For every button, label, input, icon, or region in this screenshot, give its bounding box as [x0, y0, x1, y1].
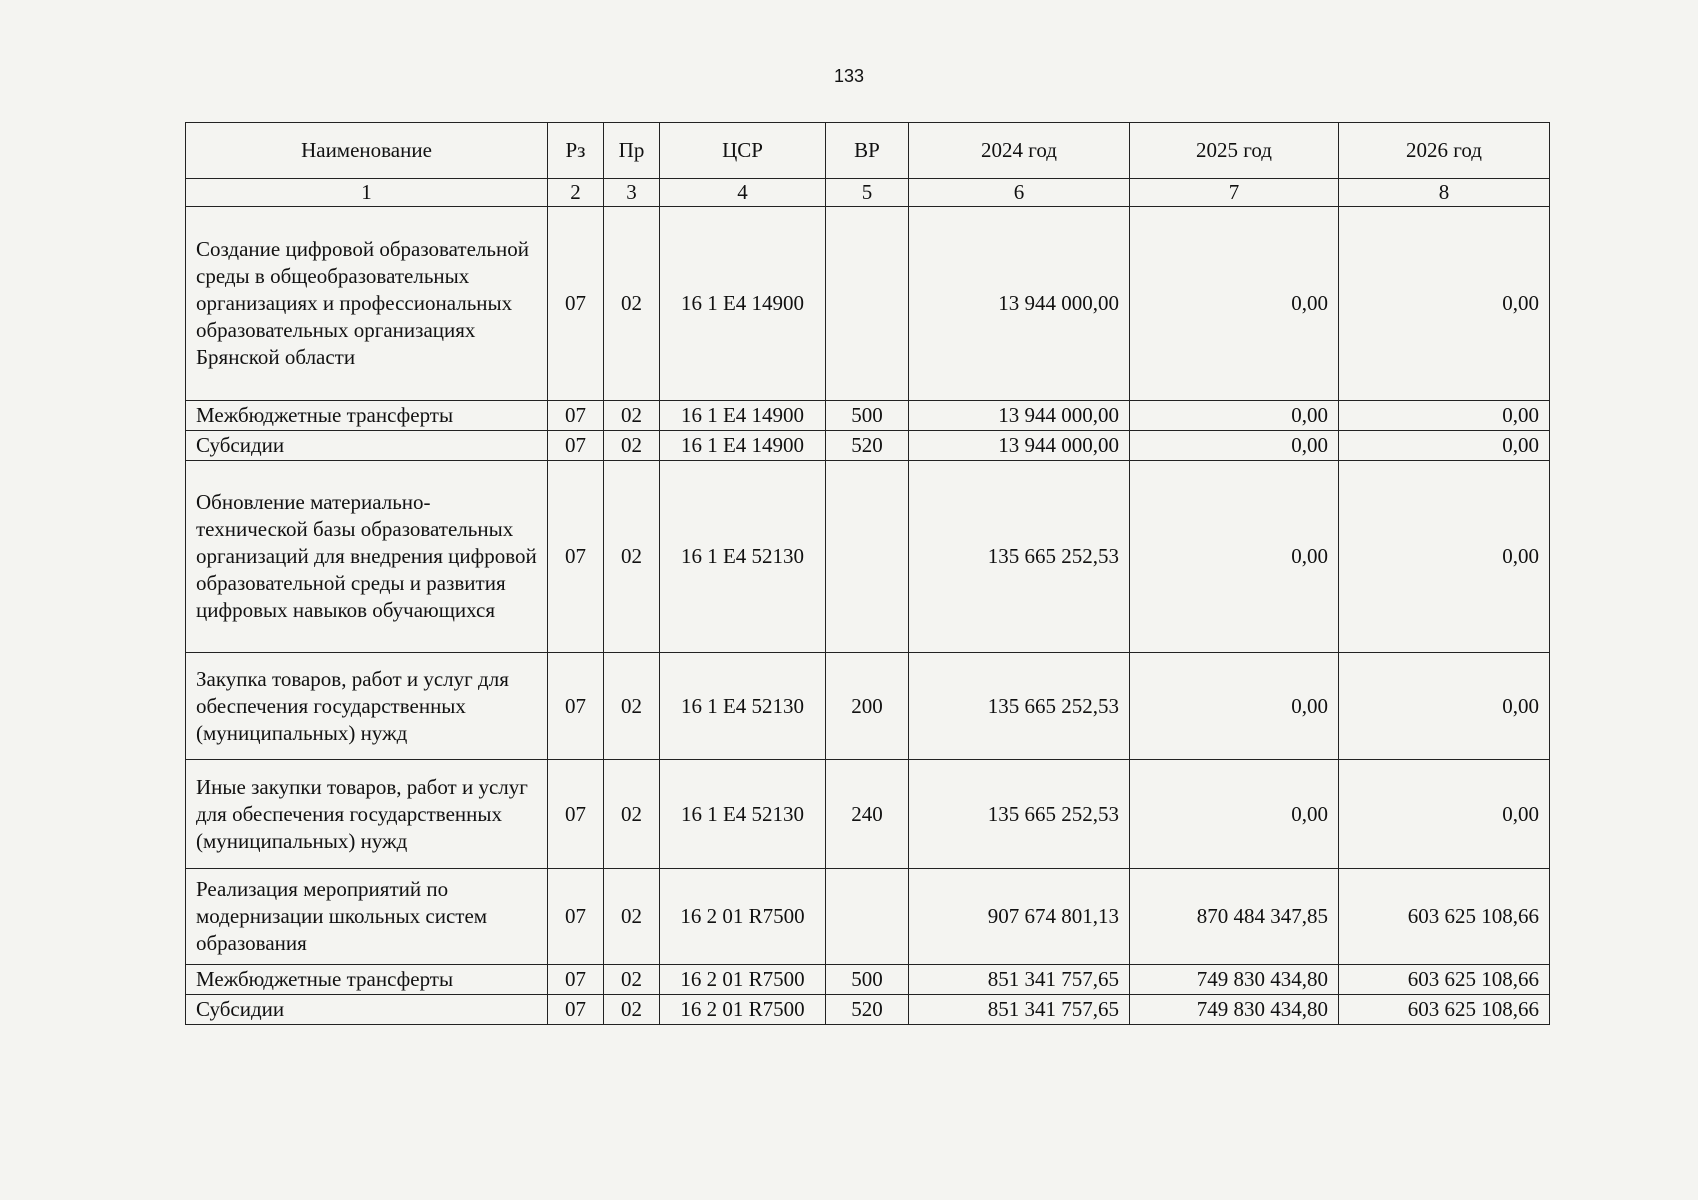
row-2025: 870 484 347,85: [1130, 869, 1339, 965]
row-vr: 520: [826, 995, 909, 1025]
row-2025: 749 830 434,80: [1130, 995, 1339, 1025]
table-row: [186, 965, 1550, 995]
row-pr: 02: [604, 965, 660, 995]
row-name: Субсидии: [186, 995, 548, 1025]
page-number: 133: [833, 66, 865, 86]
row-csr: 16 1 E4 52130: [660, 461, 826, 653]
table-row: [186, 869, 1550, 965]
row-2024: 907 674 801,13: [909, 869, 1130, 965]
row-csr: 16 1 E4 14900: [660, 431, 826, 461]
row-pr: 02: [604, 207, 660, 401]
header-2025: 2025 год: [1130, 123, 1339, 179]
row-rz: 07: [548, 401, 604, 431]
row-csr: 16 1 E4 52130: [660, 653, 826, 760]
header-2024: 2024 год: [909, 123, 1130, 179]
row-vr: 240: [826, 760, 909, 869]
row-2024: 135 665 252,53: [909, 653, 1130, 760]
row-vr: [826, 869, 909, 965]
row-2024: 851 341 757,65: [909, 995, 1130, 1025]
row-csr: 16 2 01 R7500: [660, 995, 826, 1025]
column-number: 1: [186, 179, 548, 207]
column-number: 4: [660, 179, 826, 207]
row-2025: 0,00: [1130, 207, 1339, 401]
row-rz: 07: [548, 965, 604, 995]
table-body: [186, 207, 1550, 1025]
row-vr: 200: [826, 653, 909, 760]
table-row: [186, 431, 1550, 461]
row-2024: 13 944 000,00: [909, 431, 1130, 461]
row-2024: 13 944 000,00: [909, 401, 1130, 431]
row-2024: 851 341 757,65: [909, 965, 1130, 995]
row-2024: 13 944 000,00: [909, 207, 1130, 401]
row-name: Иные закупки товаров, работ и услуг для обеспечения государственных (муниципальных) нужд: [186, 760, 548, 869]
row-2025: 749 830 434,80: [1130, 965, 1339, 995]
row-csr: 16 2 01 R7500: [660, 869, 826, 965]
row-2026: 0,00: [1339, 431, 1550, 461]
row-2025: 0,00: [1130, 653, 1339, 760]
row-vr: [826, 461, 909, 653]
row-vr: [826, 207, 909, 401]
row-csr: 16 1 E4 14900: [660, 401, 826, 431]
row-rz: 07: [548, 653, 604, 760]
row-2026: 0,00: [1339, 207, 1550, 401]
table-row: [186, 207, 1550, 401]
header-vr: ВР: [826, 123, 909, 179]
row-2026: 0,00: [1339, 401, 1550, 431]
row-2024: 135 665 252,53: [909, 760, 1130, 869]
row-pr: 02: [604, 653, 660, 760]
row-pr: 02: [604, 869, 660, 965]
row-pr: 02: [604, 431, 660, 461]
header-rz: Рз: [548, 123, 604, 179]
row-2026: 0,00: [1339, 760, 1550, 869]
header-row: [186, 123, 1550, 179]
table-row: [186, 760, 1550, 869]
row-name: Субсидии: [186, 431, 548, 461]
column-number: 5: [826, 179, 909, 207]
row-2025: 0,00: [1130, 461, 1339, 653]
budget-table: [185, 122, 1550, 1025]
row-pr: 02: [604, 995, 660, 1025]
header-2026: 2026 год: [1339, 123, 1550, 179]
row-name: Межбюджетные трансферты: [186, 401, 548, 431]
row-rz: 07: [548, 760, 604, 869]
row-2026: 603 625 108,66: [1339, 995, 1550, 1025]
row-name: Создание цифровой образовательной среды в общеобразовательных организациях и профессиональных образовательных организациях Брянской области: [186, 207, 548, 401]
column-number-row: [186, 179, 1550, 207]
table-row: [186, 461, 1550, 653]
row-pr: 02: [604, 401, 660, 431]
row-rz: 07: [548, 995, 604, 1025]
row-pr: 02: [604, 760, 660, 869]
row-rz: 07: [548, 869, 604, 965]
row-vr: 520: [826, 431, 909, 461]
header-name: Наименование: [186, 123, 548, 179]
column-number: 8: [1339, 179, 1550, 207]
row-name: Межбюджетные трансферты: [186, 965, 548, 995]
row-2025: 0,00: [1130, 401, 1339, 431]
row-name: Закупка товаров, работ и услуг для обеспечения государственных (муниципальных) нужд: [186, 653, 548, 760]
column-number: 3: [604, 179, 660, 207]
row-rz: 07: [548, 207, 604, 401]
row-csr: 16 1 E4 52130: [660, 760, 826, 869]
table-row: [186, 653, 1550, 760]
row-csr: 16 1 E4 14900: [660, 207, 826, 401]
table-row: [186, 401, 1550, 431]
row-csr: 16 2 01 R7500: [660, 965, 826, 995]
row-2025: 0,00: [1130, 760, 1339, 869]
table-header: [186, 123, 1550, 207]
row-name: Обновление материально-технической базы образовательных организаций для внедрения цифровой образовательной среды и развития цифровых навыков обучающихся: [186, 461, 548, 653]
table-row: [186, 995, 1550, 1025]
row-pr: 02: [604, 461, 660, 653]
row-2026: 0,00: [1339, 653, 1550, 760]
row-name: Реализация мероприятий по модернизации школьных систем образования: [186, 869, 548, 965]
row-2024: 135 665 252,53: [909, 461, 1130, 653]
header-pr: Пр: [604, 123, 660, 179]
row-vr: 500: [826, 965, 909, 995]
header-csr: ЦСР: [660, 123, 826, 179]
row-2026: 0,00: [1339, 461, 1550, 653]
row-2026: 603 625 108,66: [1339, 965, 1550, 995]
row-rz: 07: [548, 461, 604, 653]
row-2026: 603 625 108,66: [1339, 869, 1550, 965]
column-number: 2: [548, 179, 604, 207]
row-vr: 500: [826, 401, 909, 431]
column-number: 6: [909, 179, 1130, 207]
column-number: 7: [1130, 179, 1339, 207]
row-rz: 07: [548, 431, 604, 461]
row-2025: 0,00: [1130, 431, 1339, 461]
